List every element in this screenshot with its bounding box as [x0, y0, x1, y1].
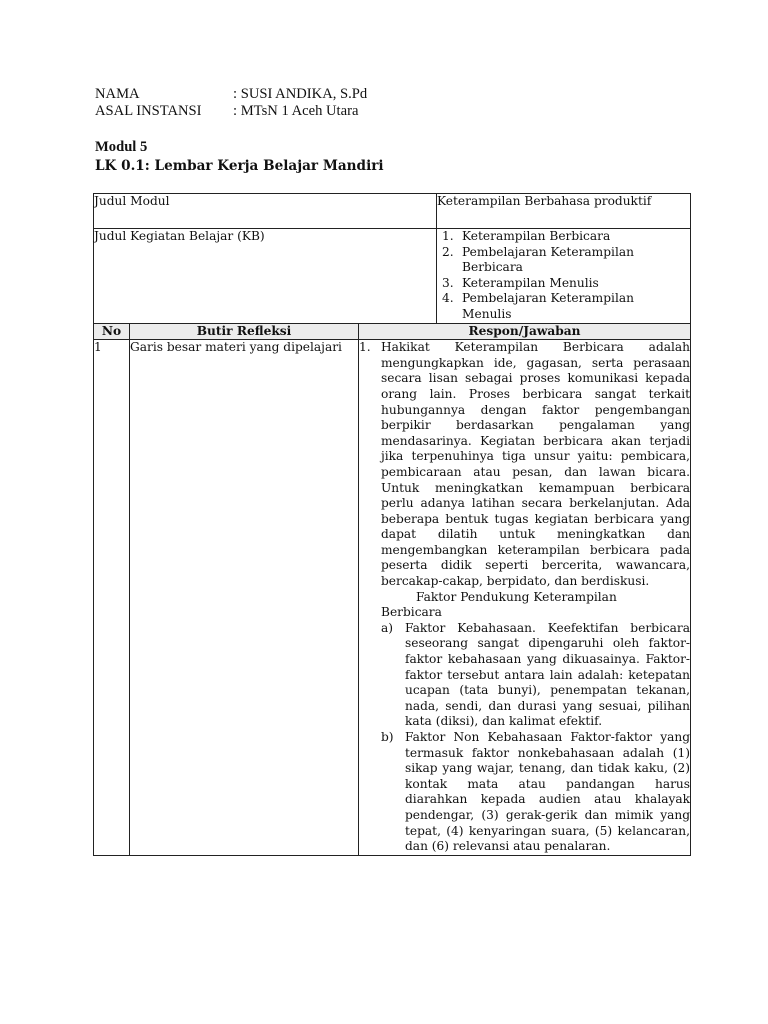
- header-row: [94, 323, 691, 340]
- faktor-item-letter: a): [381, 620, 394, 635]
- identity-instansi-row: [95, 103, 367, 120]
- kb-list-cell: [437, 229, 691, 324]
- header-butir-refleksi: Butir Refleksi: [130, 323, 359, 340]
- row-number: 1: [94, 340, 130, 856]
- name-label: NAMA: [95, 86, 140, 102]
- judul-modul-label: Judul Modul: [94, 194, 437, 229]
- butir-refleksi-text: Garis besar materi yang dipelajari: [130, 340, 359, 856]
- judul-kb-row: [94, 229, 691, 324]
- kb-list-item: 1. Keterampilan Berbicara: [442, 229, 611, 243]
- header-respon-jawaban: Respon/Jawaban: [359, 323, 691, 340]
- lk-title: LK 0.1: Lembar Kerja Belajar Mandiri: [95, 158, 384, 174]
- respon-cell: [359, 340, 691, 856]
- modul-heading: Modul 5: [95, 139, 148, 155]
- respon-item-number: 1.: [359, 340, 371, 355]
- respon-item-text: Hakikat Keterampilan Berbicara adalah mengungkapkan ide, gagasan, serta perasaan secara lisan sebagai proses komunikasi kepada orang lain. Proses berbicara sangat terkait hubungannya dengan faktor pengembangan berpikir berdasarkan pengalaman yang mendasarinya. Kegiatan berbicara akan terjadi jika terpenuhinya tiga unsur yaitu: pembicara, pembicaraan atau pesan, dan lawan bicara. Untuk meningkatkan kemampuan berbicara perlu adanya latihan secara berkelanjutan. Ada beberapa bentuk tugas kegiatan berbicara yang dapat dilatih untuk meningkatkan dan mengembangkan keterampilan berbicara pada peserta didik seperti bercerita, wawancara, bercakap-cakap, berpidato, dan berdiskusi.: [381, 340, 691, 589]
- kb-list-item: 2. Pembelajaran Keterampilan Berbicara: [442, 244, 634, 275]
- judul-modul-value: Keterampilan Berbahasa produktif: [437, 194, 691, 229]
- identity-block: [95, 86, 367, 120]
- instansi-value: : MTsN 1 Aceh Utara: [233, 103, 359, 119]
- faktor-item-text: Faktor Non Kebahasaan Faktor-faktor yang termasuk faktor nonkebahasaan adalah (1) sikap yang wajar, tenang, dan tidak kaku, (2) kontak mata atau pandangan harus diarahkan kepada audien atau khalayak pendengar, (3) gerak-gerik dan mimik yang tepat, (4) kenyaringan suara, (5) kelancaran, dan (6) relevansi atau penalaran.: [405, 730, 691, 854]
- judul-kb-label: Judul Kegiatan Belajar (KB): [94, 229, 437, 324]
- kb-list-item: 3. Keterampilan Menulis: [442, 275, 599, 290]
- faktor-item: [359, 621, 690, 730]
- identity-name-row: [95, 86, 367, 103]
- kb-list: [437, 229, 690, 323]
- judul-modul-row: [94, 194, 691, 229]
- name-value: : SUSI ANDIKA, S.Pd: [233, 86, 368, 102]
- faktor-item-letter: b): [381, 730, 394, 744]
- respon-item: [359, 340, 690, 590]
- faktor-heading: [359, 590, 690, 621]
- faktor-heading-line2: Berbicara: [381, 605, 442, 620]
- faktor-item: [359, 730, 690, 855]
- faktor-item-text: Faktor Kebahasaan. Keefektifan berbicara seseorang sangat dipengaruhi oleh faktor-faktor kebahasaan yang dikuasainya. Faktor-faktor tersebut antara lain adalah: ketepatan ucapan (tata bunyi), penempatan tekanan, nada, sendi, dan durasi yang sesuai, pilihan kata (diksi), dan kalimat efektif.: [405, 620, 691, 729]
- header-no: No: [94, 323, 130, 340]
- worksheet-table: [93, 193, 691, 856]
- instansi-label: ASAL INSTANSI: [95, 103, 202, 119]
- kb-list-item: 4. Pembelajaran Keterampilan Menulis: [442, 291, 634, 321]
- table-row: [94, 340, 691, 856]
- faktor-heading-line1: Faktor Pendukung Keterampilan: [416, 589, 617, 604]
